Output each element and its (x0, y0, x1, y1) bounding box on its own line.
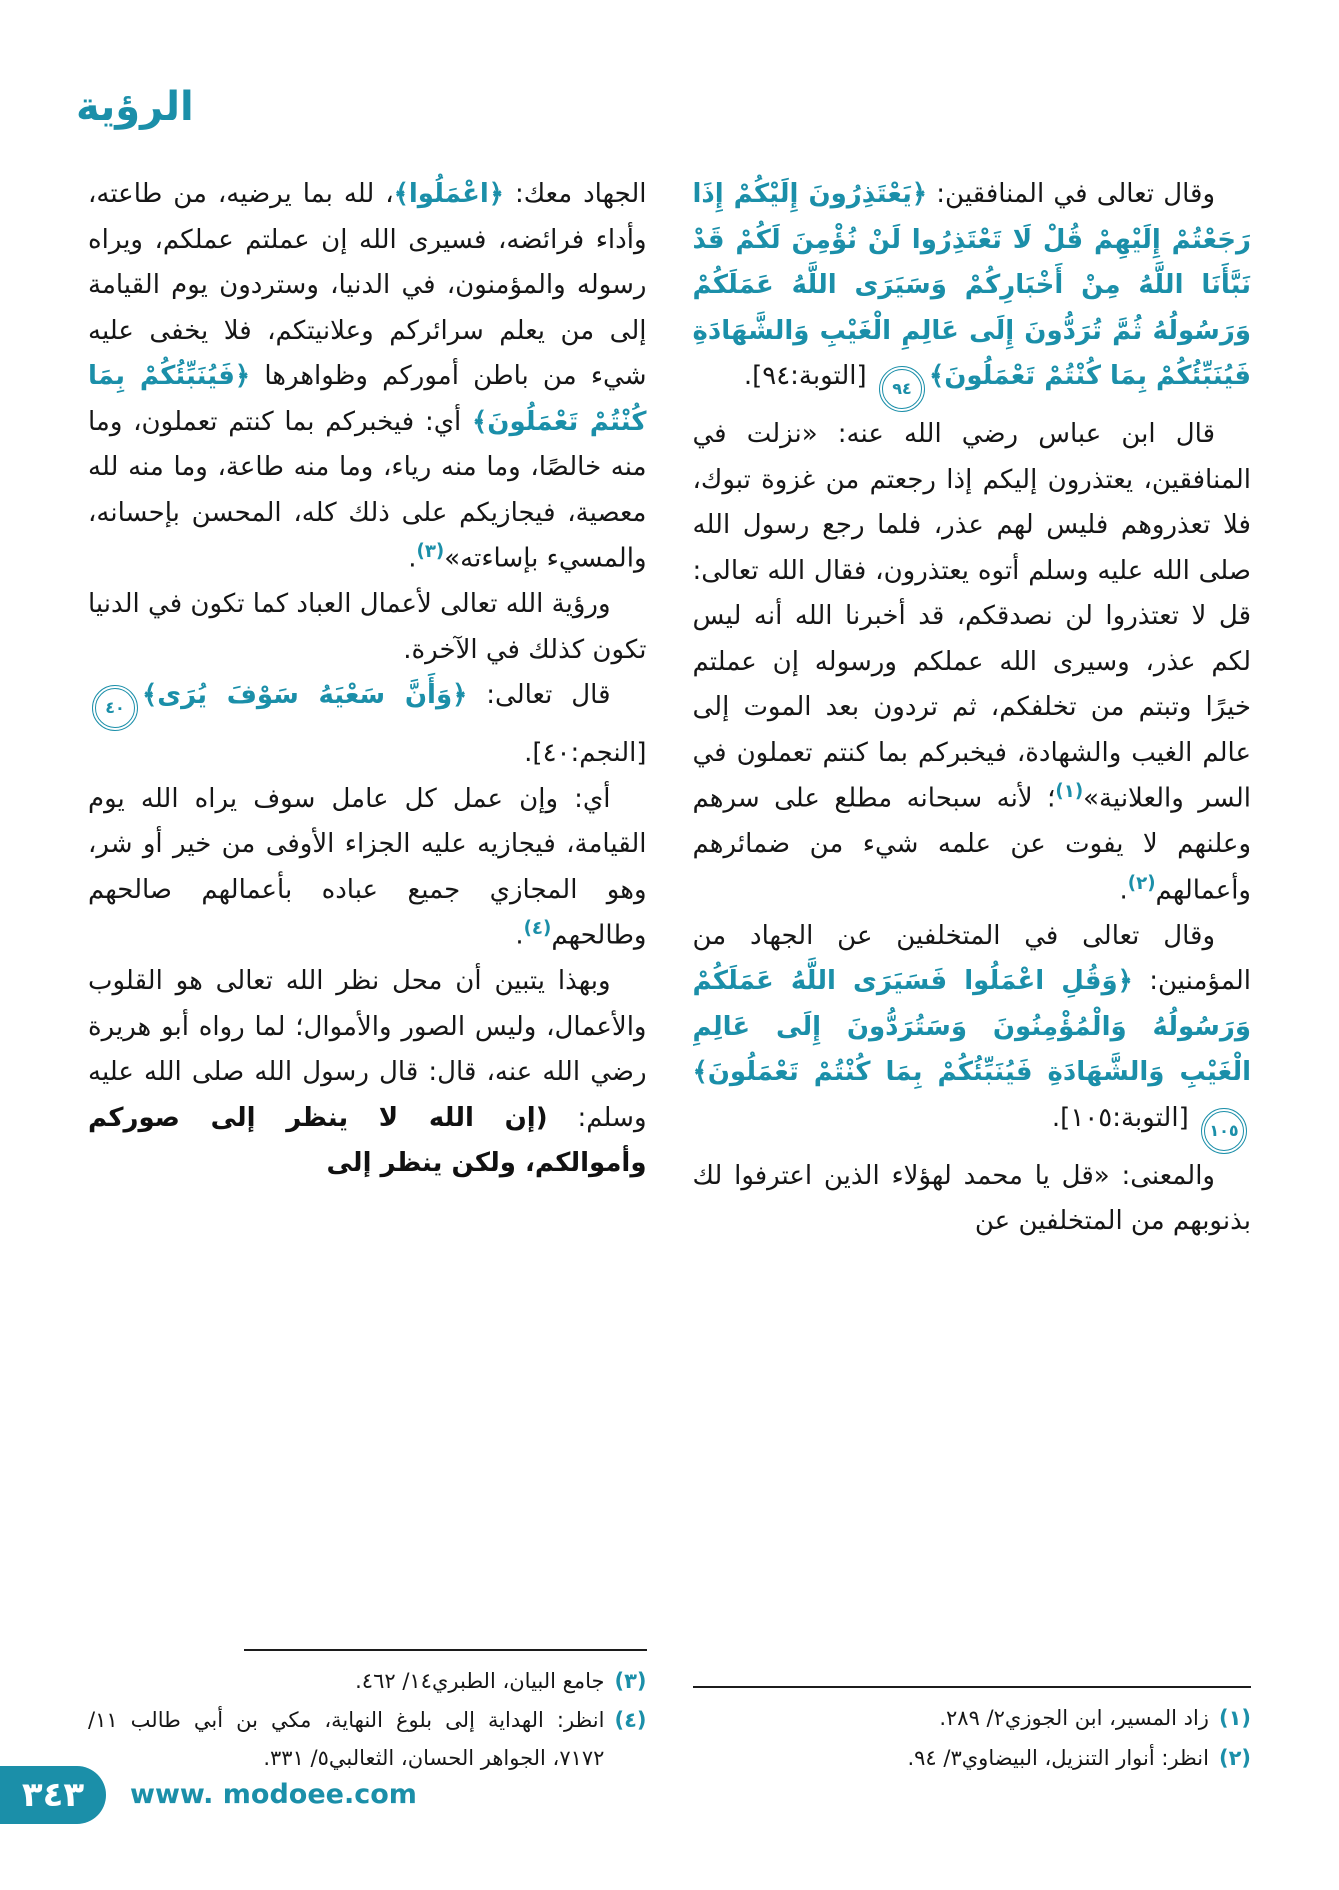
footnote-text: انظر: أنوار التنزيل، البيضاوي٣/ ٩٤. (907, 1746, 1209, 1771)
footnote (88, 1702, 647, 1778)
body-text: . (515, 920, 524, 951)
body-text: ؛ لأنه سبحانه مطلع على سرهم وعلنهم لا يفوت عن علمه شيء من ضمائرهم وأعمالهم (692, 783, 1251, 906)
footnote (693, 1740, 1252, 1778)
verse-end-marker: ٩٤ (879, 366, 925, 412)
footnote-ref: (١) (1055, 781, 1084, 802)
verse-citation: [النجم:٤٠]. (524, 738, 647, 769)
paragraph (88, 582, 647, 673)
body-text: وقال تعالى في المنافقين: (927, 179, 1215, 209)
footnote-separator (693, 1686, 1252, 1688)
body-text: ورؤية الله تعالى لأعمال العباد كما تكون في الدنيا تكون كذلك في الآخرة. (88, 589, 647, 665)
verse-end-marker: ٤٠ (92, 685, 138, 731)
page-number: ٣٤٣ (21, 1775, 85, 1815)
hadith-text: (إن الله لا ينظر إلى صوركم وأموالكم، ولكن ينظر إلى (88, 1102, 647, 1179)
footnote (693, 1700, 1252, 1738)
paragraph (88, 777, 647, 960)
body-text: . (1119, 875, 1128, 906)
footnote-text: انظر: الهداية إلى بلوغ النهاية، مكي بن أبي طالب ١١/ ٧١٧٢، الجواهر الحسان، الثعالبي٥/ ٣٣١. (88, 1708, 605, 1771)
verse-end-marker: ١٠٥ (1201, 1108, 1247, 1154)
footnote (88, 1663, 647, 1701)
footnote-list-left (88, 1663, 647, 1778)
body-text: أي: وإن عمل كل عامل سوف يراه الله يوم القيامة، فيجازيه عليه الجزاء الأوفى من خير أو شر، وهو المجازي جميع عباده بأعمالهم صالحهم وطالحهم (88, 783, 647, 951)
paragraph (693, 172, 1252, 412)
publisher-logo: الرؤية (76, 84, 194, 130)
verse-citation: [التوبة:١٠٥]. (1051, 1102, 1197, 1133)
column-right (693, 172, 1252, 1778)
verse-citation: [التوبة:٩٤]. (743, 361, 875, 391)
body-text: الجهاد معك: (504, 179, 647, 209)
footnote-ref: (٣) (416, 541, 445, 562)
footnote-number: (١) (1218, 1706, 1251, 1731)
website-url: www. modoee.com (130, 1779, 417, 1810)
footnote-text: جامع البيان، الطبري١٤/ ٤٦٢. (355, 1668, 605, 1693)
paragraph (88, 673, 647, 777)
column-left-text (88, 172, 647, 1641)
paragraph (88, 959, 647, 1187)
footnotes-left (88, 1641, 647, 1778)
quran-verse: ﴿يَعْتَذِرُونَ إِلَيْكُمْ إِذَا رَجَعْتُمْ إِلَيْهِمْ قُلْ لَا تَعْتَذِرُوا لَنْ نُؤْمِنَ لَكُمْ قَدْ نَبَّأَنَا اللَّهُ مِنْ أَخْبَارِكُمْ وَسَيَرَى اللَّهُ عَمَلَكُمْ وَرَسُولُهُ ثُمَّ تُرَدُّونَ إِلَى عَالِمِ الْغَيْبِ وَالشَّهَادَةِ فَيُنَبِّئُكُمْ بِمَا كُنْتُمْ تَعْمَلُونَ﴾ (692, 179, 1251, 391)
page-number-tab (0, 1766, 106, 1824)
footnote-separator (244, 1649, 646, 1651)
paragraph (693, 412, 1252, 914)
footnote-number: (٣) (614, 1668, 647, 1693)
footnote-list-right (693, 1700, 1252, 1778)
footnote-number: (٤) (614, 1708, 647, 1733)
footnotes-right (693, 1678, 1252, 1778)
page-content (88, 172, 1251, 1778)
footnote-text: زاد المسير، ابن الجوزي٢/ ٢٨٩. (939, 1706, 1209, 1731)
footnote-ref: (٢) (1127, 872, 1156, 894)
footnote-number: (٢) (1218, 1746, 1251, 1771)
quran-verse: ﴿اعْمَلُوا﴾ (393, 179, 505, 209)
quran-verse: ﴿وَقُلِ اعْمَلُوا فَسَيَرَى اللَّهُ عَمَلَكُمْ وَرَسُولُهُ وَالْمُؤْمِنُونَ وَسَتُرَدُّونَ إِلَى عَالِمِ الْغَيْبِ وَالشَّهَادَةِ فَيُنَبِّئُكُمْ بِمَا كُنْتُمْ تَعْمَلُونَ﴾ (692, 966, 1251, 1088)
footnote-ref: (٤) (523, 918, 552, 940)
body-text: والمعنى: «قل يا محمد لهؤلاء الذين اعترفوا لك بذنوبهم من المتخلفين عن (692, 1160, 1251, 1237)
quran-verse: ﴿وَأَنَّ سَعْيَهُ سَوْفَ يُرَى﴾ (142, 680, 468, 711)
body-text: . (408, 543, 417, 574)
paragraph (693, 1154, 1252, 1245)
body-text: ، لله بما يرضيه، من طاعته، وأداء فرائضه، فسيرى الله إن عملتم عملكم، ويراه رسوله والمؤمنون، في الدنيا، وستردون يوم القيامة إلى من يعلم سرائركم وعلانيتكم، فلا يخفى عليه شيء من باطن أموركم وظواهرها (88, 179, 647, 391)
paragraph (693, 914, 1252, 1154)
column-right-text (693, 172, 1252, 1678)
body-text: قال ابن عباس رضي الله عنه: «نزلت في المنافقين، يعتذرون إليكم إذا رجعتم من غزوة تبوك، فلا تعذروهم فليس لهم عذر، فلما رجع رسول الله صلى الله عليه وسلم أتوه يعتذرون، فقال الله تعالى: قل لا تعتذروا لن نصدقكم، قد أخبرنا الله أنه ليس لكم عذر، وسيرى الله عملكم ورسوله إن عملتم خيرًا وتبتم من تخلفكم، ثم تردون بعد الموت إلى عالم الغيب والشهادة، فيخبركم بما كنتم تعملون في السر والعلانية» (692, 419, 1251, 814)
body-text: قال تعالى: (467, 680, 611, 711)
column-left (88, 172, 647, 1778)
body-text: أي: فيخبركم بما كنتم تعملون، وما منه خالصًا، وما منه رياء، وما منه طاعة، وما منه لله معصية، فيجازيكم على ذلك كله، المحسن بإحسانه، والمسيء بإساءته» (88, 406, 647, 574)
paragraph (88, 172, 647, 582)
body-text: وقال تعالى في المتخلفين عن الجهاد من المؤمنين: (692, 920, 1251, 997)
quran-verse: ﴿فَيُنَبِّئُكُمْ بِمَا كُنْتُمْ تَعْمَلُونَ﴾ (88, 361, 647, 437)
body-text: وبهذا يتبين أن محل نظر الله تعالى هو القلوب والأعمال، وليس الصور والأموال؛ لما رواه أبو هريرة رضي الله عنه، قال: قال رسول الله صلى الله عليه وسلم: (88, 966, 647, 1133)
